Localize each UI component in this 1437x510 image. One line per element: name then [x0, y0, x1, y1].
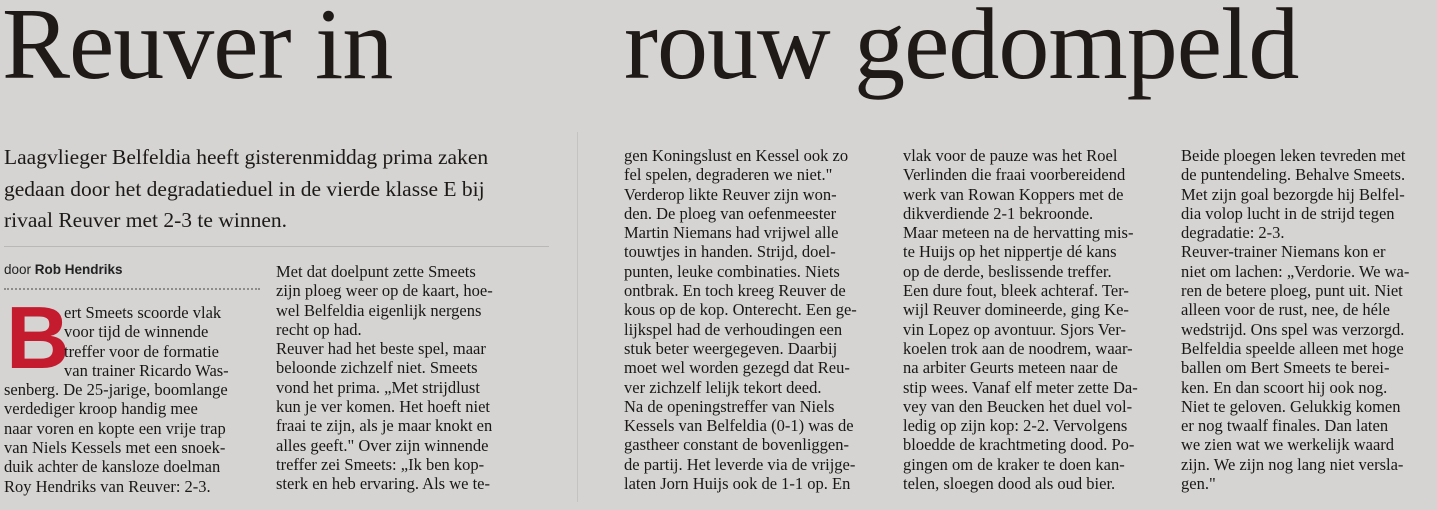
text-line: Roy Hendriks van Reuver: 2-3.: [4, 476, 211, 496]
text-line: gingen om de kraker te doen kan-: [903, 454, 1125, 474]
text-line: Een dure fout, bleek achteraf. Ter-: [903, 281, 1129, 301]
text-line: verdediger kroop handig mee: [4, 399, 198, 419]
text-line: na arbiter Geurts meteen naar de: [903, 358, 1118, 378]
text-line: sterk en heb ervaring. Als we te-: [276, 474, 490, 494]
text-line: wel Belfeldia eigenlijk nergens: [276, 300, 482, 320]
text-line: laten Jorn Huijs ook de 1-1 op. En: [624, 474, 851, 494]
text-line: dikverdiende 2-1 bekroonde.: [903, 203, 1094, 223]
text-line: zijn. We zijn nog lang niet versla-: [1181, 454, 1404, 474]
text-line: Martin Niemans had vrijwel alle: [624, 223, 839, 243]
text-line: treffer zei Smeets: „Ik ben kop-: [276, 454, 485, 474]
text-line: den. De ploeg van oefenmeester: [624, 203, 837, 223]
text-line: fel spelen, degraderen we niet.": [624, 165, 833, 185]
text-line: moet wel worden gezegd dat Reu-: [624, 358, 850, 378]
text-line: Verderop likte Reuver zijn won-: [624, 184, 837, 204]
drop-cap: B: [6, 288, 70, 387]
text-line: Niet te geloven. Gelukkig komen: [1181, 396, 1401, 416]
text-line: werk van Rowan Koppers met de: [903, 184, 1124, 204]
text-line: Belfeldia speelde alleen met hoge: [1181, 338, 1404, 358]
text-line: ren de betere ploeg, punt uit. Niet: [1181, 281, 1403, 301]
text-line: vlak voor de pauze was het Roel: [903, 146, 1118, 165]
text-line: ledig op zijn kop: 2-2. Vervolgens: [903, 416, 1128, 436]
text-line: de puntendeling. Behalve Smeets.: [1181, 165, 1406, 185]
text-line: alles geeft." Over zijn winnende: [276, 435, 489, 455]
text-line: vond het prima. „Met strijdlust: [276, 377, 480, 397]
text-line: Met dat doelpunt zette Smeets: [276, 262, 476, 281]
text-line: bloedde de krachtmeting dood. Po-: [903, 435, 1135, 455]
text-line: op de derde, beslissende treffer.: [903, 261, 1112, 281]
text-line: voor tijd de winnende: [64, 322, 209, 342]
text-line: punten, leuke combinaties. Niets: [624, 261, 840, 281]
text-line: er nog twaalf finales. Dan laten: [1181, 416, 1389, 436]
text-line: koelen trok aan de noodrem, waar-: [903, 338, 1133, 358]
text-line: van Niels Kessels met een snoek-: [4, 438, 226, 458]
text-line: kun je ver komen. Het hoeft niet: [276, 397, 490, 417]
byline: [4, 262, 123, 277]
article-column-2: [276, 262, 546, 494]
byline-author: Rob Hendriks: [34, 262, 123, 277]
text-line: wedstrijd. Ons spel was verzorgd.: [1181, 319, 1405, 339]
text-line: telen, sloegen dood als oud bier.: [903, 474, 1116, 494]
text-line: ballen om Bert Smeets te berei-: [1181, 358, 1390, 378]
text-line: lijkspel had de verhoudingen een: [624, 319, 843, 339]
text-line: gen.": [1181, 474, 1216, 494]
byline-prefix: door: [4, 262, 32, 277]
text-line: kous op de kop. Onterecht. Een ge-: [624, 300, 857, 320]
text-line: beloonde zichzelf niet. Smeets: [276, 358, 478, 378]
text-line: ken. En dan scoort hij ook nog.: [1181, 377, 1388, 397]
text-line: dia volop lucht in de strijd tegen: [1181, 203, 1395, 223]
text-line: Verlinden die fraai voorbereidend: [903, 165, 1126, 185]
text-line: Reuver-trainer Niemans kon er: [1181, 242, 1386, 262]
article-column-1: [4, 303, 266, 496]
text-line: senberg. De 25-jarige, boomlange: [4, 380, 228, 400]
text-line: treffer voor de formatie: [64, 341, 219, 361]
text-line: alleen voor de rust, nee, de héle: [1181, 300, 1390, 320]
text-line: de partij. Het leverde via de vrijge-: [624, 454, 856, 474]
text-line: ert Smeets scoorde vlak: [64, 303, 222, 322]
text-line: touwtjes in handen. Strijd, doel-: [624, 242, 836, 262]
text-line: gen Koningslust en Kessel ook zo: [624, 146, 849, 165]
text-line: naar voren en kopte een vrije trap: [4, 418, 226, 438]
text-line: Reuver had het beste spel, maar: [276, 339, 486, 359]
headline-part-1: Reuver in: [2, 0, 393, 101]
text-line: Maar meteen na de hervatting mis-: [903, 223, 1134, 243]
intro-paragraph: [4, 142, 549, 237]
article-column-5: [1181, 146, 1437, 493]
intro-line: Laagvlieger Belfeldia heeft gisterenmiddag prima zaken: [4, 145, 489, 169]
text-line: niet om lachen: „Verdorie. We wa-: [1181, 261, 1410, 281]
text-line: stip wees. Vanaf elf meter zette Da-: [903, 377, 1138, 397]
text-line: vey van den Beucken het duel vol-: [903, 396, 1133, 416]
text-line: vin Lopez op avontuur. Sjors Ver-: [903, 319, 1126, 339]
intro-divider: [4, 246, 549, 247]
text-line: Kessels van Belfeldia (0-1) was de: [624, 416, 854, 436]
text-line: stuk beter weergegeven. Daarbij: [624, 338, 838, 358]
article-column-3: [624, 146, 886, 493]
text-line: ontbrak. En toch kreeg Reuver de: [624, 281, 846, 301]
text-line: te Huijs op het nippertje dé kans: [903, 242, 1117, 262]
headline-part-2: rouw gedompeld: [624, 0, 1299, 101]
text-line: degradatie: 2-3.: [1181, 223, 1285, 243]
text-line: Met zijn goal bezorgde hij Belfel-: [1181, 184, 1405, 204]
text-line: zijn ploeg weer op de kaart, hoe-: [276, 281, 493, 301]
text-line: van trainer Ricardo Was-: [64, 360, 229, 380]
text-line: Beide ploegen leken tevreden met: [1181, 146, 1406, 165]
column-divider: [577, 132, 578, 502]
text-line: gastheer constant de bovenliggen-: [624, 435, 849, 455]
article-column-4: [903, 146, 1165, 493]
text-line: fraai te zijn, als je maar knokt en: [276, 416, 493, 436]
text-line: duik achter de kansloze doelman: [4, 457, 221, 477]
text-line: we zien wat we werkelijk waard: [1181, 435, 1395, 455]
text-line: Na de openingstreffer van Niels: [624, 396, 835, 416]
text-line: recht op had.: [276, 319, 362, 339]
intro-line: rivaal Reuver met 2-3 te winnen.: [4, 208, 287, 232]
intro-line: gedaan door het degradatieduel in de vierde klasse E bij: [4, 176, 485, 201]
text-line: wijl Reuver domineerde, ging Ke-: [903, 300, 1129, 320]
text-line: ver zichzelf lelijk tekort deed.: [624, 377, 822, 397]
